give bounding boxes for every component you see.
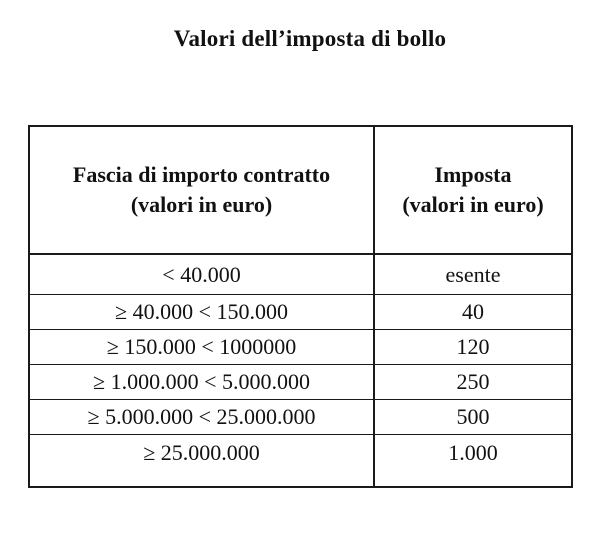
range-cell: < 40.000: [29, 254, 374, 295]
table-row: [29, 295, 572, 330]
table-row: [29, 435, 572, 488]
page-title: Valori dell’imposta di bollo: [173, 26, 447, 51]
range-cell: ≥ 150.000 < 1000000: [29, 330, 374, 365]
tax-cell: esente: [374, 254, 572, 295]
table-row: [29, 330, 572, 365]
tax-cell: 120: [374, 330, 572, 365]
header-tax-label: Imposta: [434, 162, 512, 187]
table-row: [29, 400, 572, 435]
tax-cell: 40: [374, 295, 572, 330]
tax-cell: 500: [374, 400, 572, 435]
range-cell: ≥ 40.000 < 150.000: [29, 295, 374, 330]
header-tax-unit: (valori in euro): [402, 192, 544, 217]
header-tax: [374, 126, 572, 254]
header-range: [29, 126, 374, 254]
range-cell: ≥ 25.000.000: [29, 435, 374, 488]
range-cell: ≥ 1.000.000 < 5.000.000: [29, 365, 374, 400]
tax-table: [28, 125, 573, 488]
table-row: [29, 254, 572, 295]
tax-cell: 1.000: [374, 435, 572, 488]
header-range-label: Fascia di importo contratto: [72, 162, 331, 187]
tax-cell: 250: [374, 365, 572, 400]
range-cell: ≥ 5.000.000 < 25.000.000: [29, 400, 374, 435]
table-row: [29, 365, 572, 400]
header-row: [29, 126, 572, 254]
header-range-unit: (valori in euro): [130, 192, 273, 217]
